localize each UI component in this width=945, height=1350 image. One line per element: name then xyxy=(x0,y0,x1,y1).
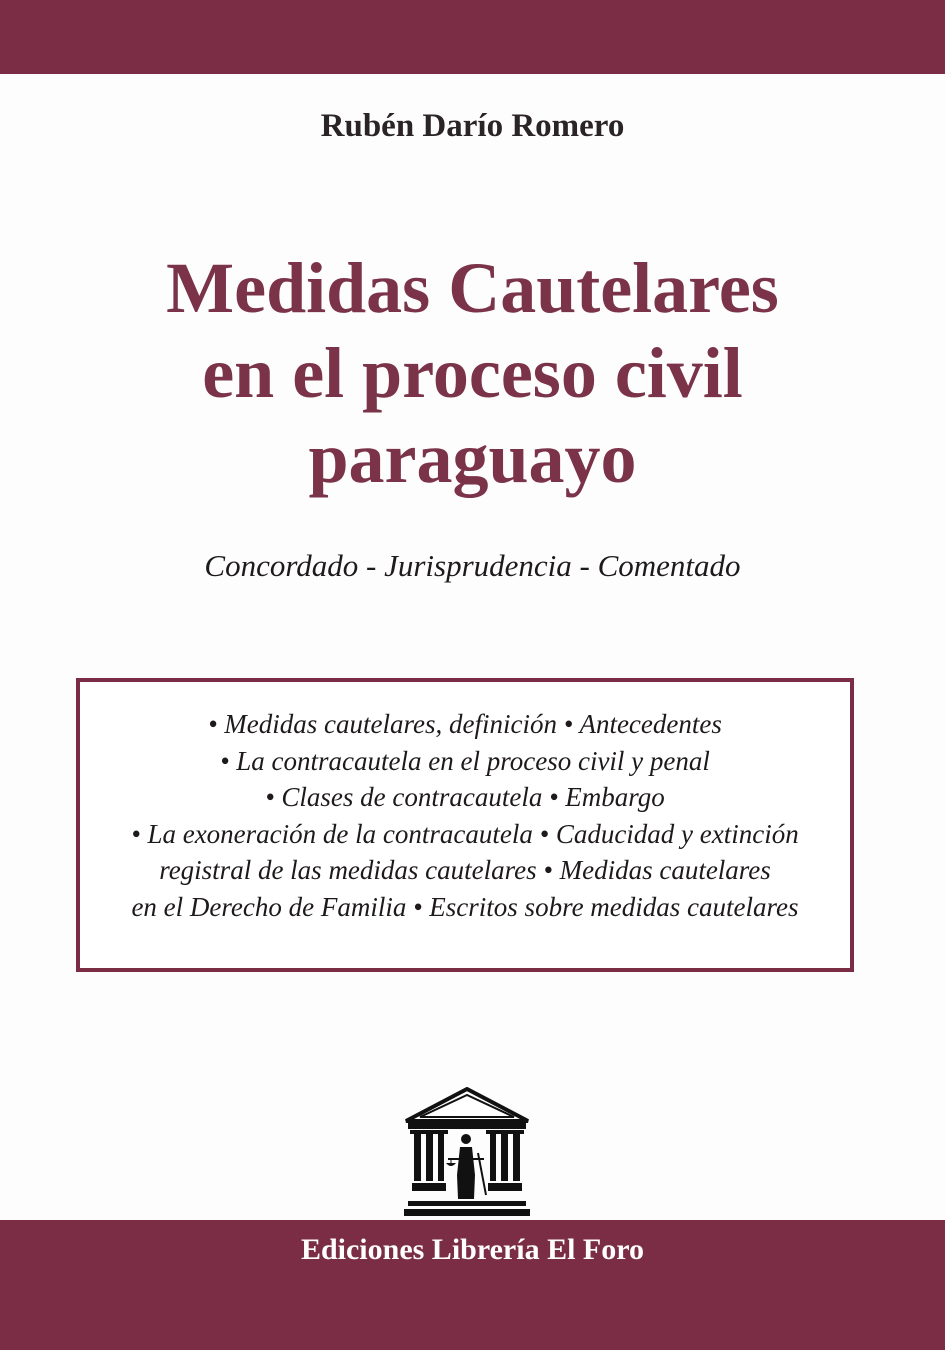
title-line-1: Medidas Cautelares xyxy=(166,248,779,328)
publisher-name: Ediciones Librería El Foro xyxy=(300,1233,645,1266)
topic-line: registral de las medidas cautelares • Medidas cautelares xyxy=(159,855,771,885)
topics-list xyxy=(80,706,850,925)
title-line-3: paraguayo xyxy=(308,418,637,498)
top-color-band xyxy=(0,0,945,74)
topic-line: • Medidas cautelares, definición • Antecedentes xyxy=(208,709,722,739)
title-line-2: en el proceso civil xyxy=(202,333,743,413)
topic-line: • Clases de contracautela • Embargo xyxy=(265,782,665,812)
temple-with-justice-figure-icon xyxy=(404,1087,530,1218)
author-name: Rubén Darío Romero xyxy=(320,108,625,144)
topics-box xyxy=(76,678,854,972)
topic-line: • La exoneración de la contracautela • Caducidad y extinción xyxy=(131,818,799,849)
topic-line: en el Derecho de Familia • Escritos sobre medidas cautelares xyxy=(131,891,799,922)
topic-line: • La contracautela en el proceso civil y penal xyxy=(220,745,710,776)
book-subtitle: Concordado - Jurisprudencia - Comentado xyxy=(204,548,741,583)
book-title xyxy=(0,246,945,501)
